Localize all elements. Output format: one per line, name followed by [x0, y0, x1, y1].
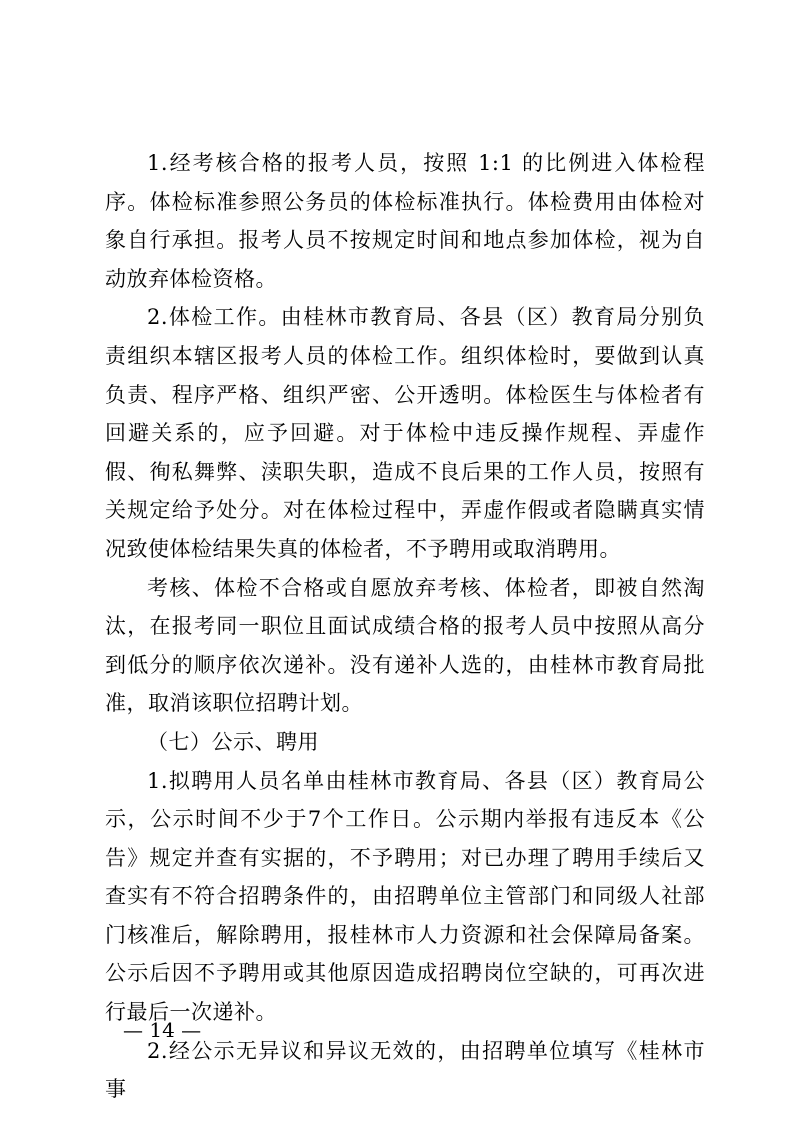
paragraph-no-objection: 2.经公示无异议和异议无效的，由招聘单位填写《桂林市事 [105, 1038, 705, 1102]
document-body [105, 144, 705, 1109]
paragraph-candidate-publicity: 1.拟聘用人员名单由桂林市教育局、各县（区）教育局公示，公示时间不少于7个工作日。公示期内举报有违反本《公告》规定并查有实据的，不予聘用；对已办理了聘用手续后又查实有不符合招聘条件的，由招聘单位主管部门和同级人社部门核准后，解除聘用，报桂林市人力资源和社会保障局备案。公示后因不予聘用或其他原因造成招聘岗位空缺的，可再次进行最后一次递补。 [105, 768, 705, 1025]
paragraph-elimination-and-replacement: 考核、体检不合格或自愿放弃考核、体检者，即被自然淘汰，在报考同一职位且面试成绩合格的报考人员中按照从高分到低分的顺序依次递补。没有递补人选的，由桂林市教育局批准，取消该职位招聘计划。 [105, 575, 705, 716]
section-heading-publicity-and-hiring: （七）公示、聘用 [147, 729, 319, 754]
paragraph-physical-exam-procedure: 1.经考核合格的报考人员，按照 1:1 的比例进入体检程序。体检标准参照公务员的体检标准执行。体检费用由体检对象自行承担。报考人员不按规定时间和地点参加体检，视为自动放弃体检资格。 [105, 151, 705, 291]
paragraph-physical-exam-work: 2.体检工作。由桂林市教育局、各县（区）教育局分别负责组织本辖区报考人员的体检工作。组织体检时，要做到认真负责、程序严格、组织严密、公开透明。体检医生与体检者有回避关系的，应予回避。对于体检中违反操作规程、弄虚作假、徇私舞弊、渎职失职，造成不良后果的工作人员，按照有关规定给予处分。对在体检过程中，弄虚作假或者隐瞒真实情况致使体检结果失真的体检者，不予聘用或取消聘用。 [105, 305, 705, 561]
page-number: — 14 — [123, 1018, 202, 1042]
